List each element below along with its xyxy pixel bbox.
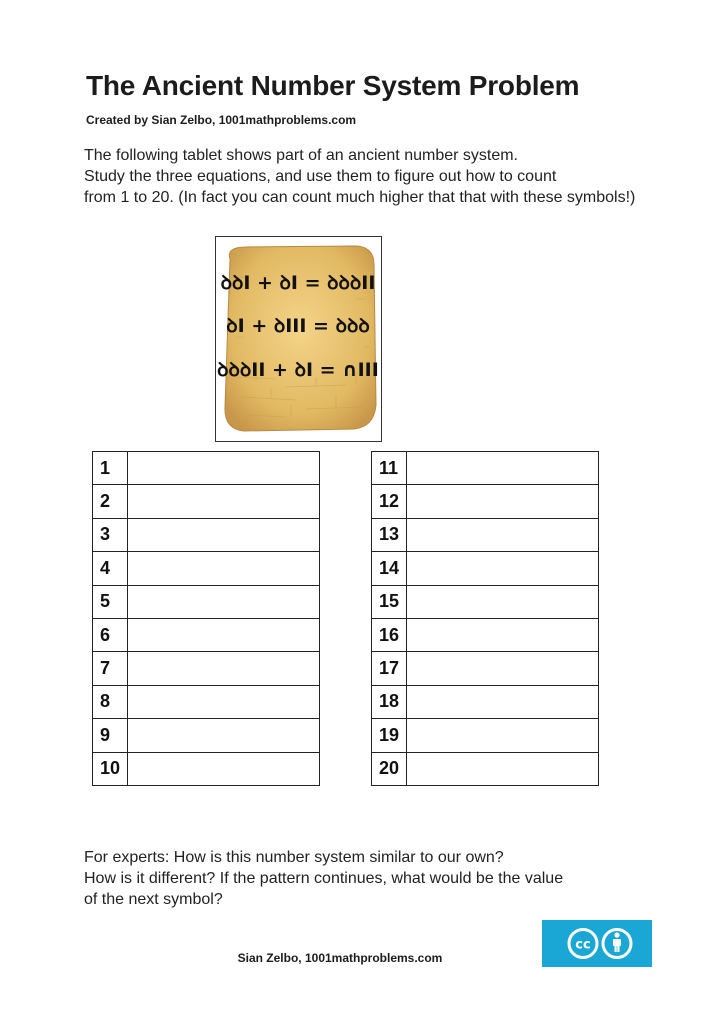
table-row: [93, 685, 320, 718]
row-number: 4: [93, 552, 128, 585]
table-row: [372, 652, 599, 685]
author-byline: Created by Sian Zelbo, 1001mathproblems.com: [86, 113, 357, 127]
answer-cell[interactable]: [407, 552, 599, 585]
tablet-equation-3: ꝺꝺꝺII + ꝺI = ∩III: [217, 359, 379, 381]
creative-commons-by-icon[interactable]: [542, 920, 652, 967]
table-row: [93, 752, 320, 785]
answer-cell[interactable]: [128, 518, 320, 551]
table-row: [93, 452, 320, 485]
experts-line: of the next symbol?: [84, 891, 223, 908]
answer-cell[interactable]: [407, 485, 599, 518]
answer-cell[interactable]: [128, 552, 320, 585]
answer-cell[interactable]: [407, 518, 599, 551]
footer-credit: Sian Zelbo, 1001mathproblems.com: [237, 951, 443, 965]
table-row: [372, 752, 599, 785]
answer-cell[interactable]: [407, 685, 599, 718]
table-row: [93, 585, 320, 618]
answer-cell[interactable]: [407, 585, 599, 618]
cc-by-icon: [542, 920, 652, 967]
table-row: [372, 485, 599, 518]
answer-cell[interactable]: [407, 719, 599, 752]
table-row: [93, 485, 320, 518]
answer-cell[interactable]: [128, 685, 320, 718]
intro-line: from 1 to 20. (In fact you can count much higher that that with these symbols!): [84, 189, 636, 206]
row-number: 15: [372, 585, 407, 618]
answer-cell[interactable]: [407, 752, 599, 785]
page-title: The Ancient Number System Problem: [86, 70, 580, 101]
row-number: 18: [372, 685, 407, 718]
answer-cell[interactable]: [128, 652, 320, 685]
table-row: [372, 552, 599, 585]
table-row: [372, 518, 599, 551]
table-row: [93, 618, 320, 651]
table-row: [372, 452, 599, 485]
row-number: 20: [372, 752, 407, 785]
intro-line: The following tablet shows part of an ancient number system.: [84, 147, 518, 164]
table-row: [372, 585, 599, 618]
row-number: 1: [93, 452, 128, 485]
row-number: 16: [372, 618, 407, 651]
clay-tablet-graphic: [216, 237, 381, 441]
row-number: 10: [93, 752, 128, 785]
table-row: [372, 618, 599, 651]
experts-line: For experts: How is this number system similar to our own?: [84, 849, 504, 866]
experts-question: [84, 847, 644, 910]
table-row: [93, 652, 320, 685]
answer-cell[interactable]: [128, 752, 320, 785]
row-number: 8: [93, 685, 128, 718]
table-row: [372, 719, 599, 752]
row-number: 2: [93, 485, 128, 518]
row-number: 5: [93, 585, 128, 618]
answer-cell[interactable]: [128, 452, 320, 485]
row-number: 3: [93, 518, 128, 551]
row-number: 13: [372, 518, 407, 551]
table-row: [93, 518, 320, 551]
table-row: [93, 552, 320, 585]
svg-text:cc: cc: [575, 937, 591, 953]
row-number: 17: [372, 652, 407, 685]
answer-cell[interactable]: [407, 618, 599, 651]
answer-cell[interactable]: [128, 719, 320, 752]
answer-cell[interactable]: [128, 585, 320, 618]
answer-cell[interactable]: [407, 452, 599, 485]
row-number: 14: [372, 552, 407, 585]
row-number: 12: [372, 485, 407, 518]
intro-paragraph: [84, 145, 704, 208]
row-number: 11: [372, 452, 407, 485]
clay-tablet-image: [215, 236, 382, 442]
answer-table-1-to-10: [92, 451, 320, 786]
row-number: 6: [93, 618, 128, 651]
answer-table-11-to-20: [371, 451, 599, 786]
intro-line: Study the three equations, and use them to figure out how to count: [84, 168, 557, 185]
tablet-equation-2: ꝺI + ꝺIII = ꝺꝺꝺ: [226, 315, 370, 337]
answer-cell[interactable]: [407, 652, 599, 685]
row-number: 19: [372, 719, 407, 752]
row-number: 7: [93, 652, 128, 685]
experts-line: How is it different? If the pattern continues, what would be the value: [84, 870, 564, 887]
row-number: 9: [93, 719, 128, 752]
table-row: [93, 719, 320, 752]
tablet-equation-1: ꝺꝺI + ꝺI = ꝺꝺꝺII: [220, 272, 376, 294]
table-row: [372, 685, 599, 718]
answer-cell[interactable]: [128, 485, 320, 518]
answer-cell[interactable]: [128, 618, 320, 651]
